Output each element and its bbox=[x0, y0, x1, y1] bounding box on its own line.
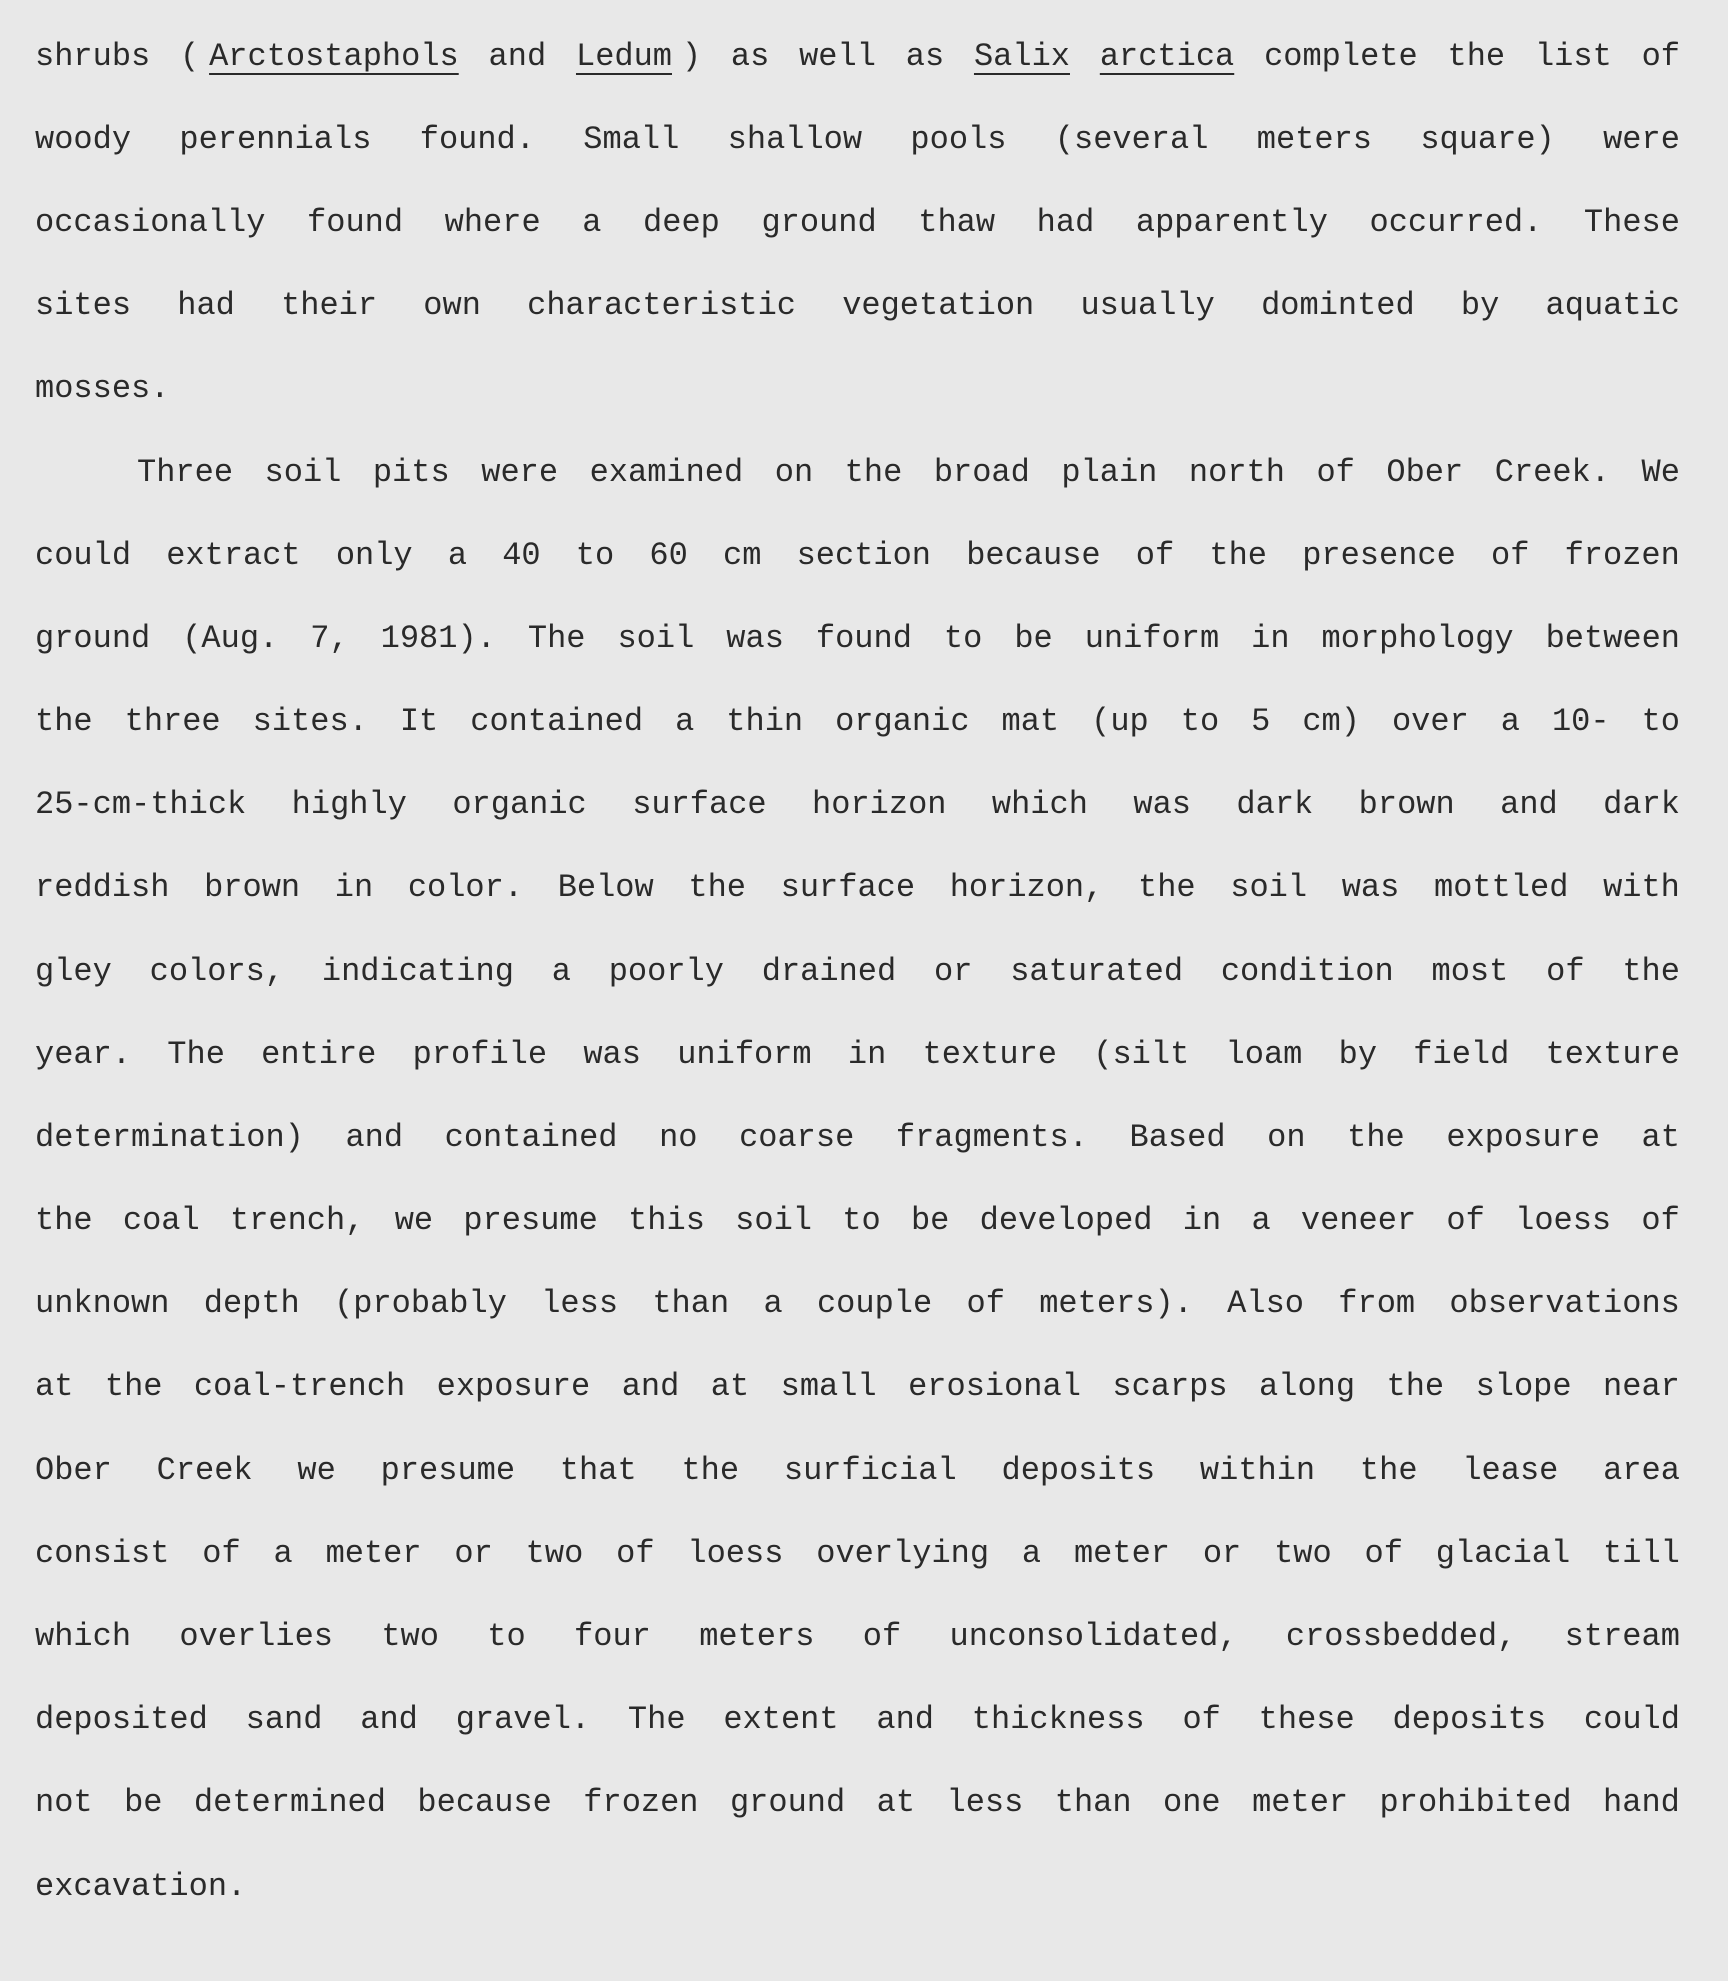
text-word: aquatic bbox=[1545, 287, 1680, 324]
text-word: 40 bbox=[502, 537, 541, 574]
text-word: their bbox=[281, 287, 378, 324]
text-word: meters bbox=[1256, 121, 1372, 158]
text-word: of bbox=[1446, 1202, 1485, 1239]
text-word: stream bbox=[1564, 1618, 1680, 1655]
text-word: coarse bbox=[739, 1119, 855, 1156]
text-word: found bbox=[307, 204, 404, 241]
text-word: not bbox=[35, 1784, 93, 1821]
text-word: indicating bbox=[321, 953, 514, 990]
text-word: the bbox=[1137, 869, 1196, 906]
text-word: because bbox=[966, 537, 1101, 574]
text-word: as bbox=[905, 38, 945, 75]
text-line bbox=[35, 858, 1680, 918]
text-line bbox=[35, 1857, 1680, 1917]
text-line bbox=[35, 1357, 1680, 1417]
text-word: trench, bbox=[229, 1202, 365, 1239]
text-word: of bbox=[1364, 1535, 1403, 1572]
text-word: These bbox=[1583, 204, 1680, 241]
text-word: fragments. bbox=[895, 1119, 1088, 1156]
text-word: deposited bbox=[35, 1701, 208, 1738]
text-word: a bbox=[551, 953, 571, 990]
text-word: in bbox=[1182, 1202, 1222, 1239]
text-word: of bbox=[1546, 953, 1585, 990]
text-word: extent bbox=[723, 1701, 839, 1738]
text-word: three bbox=[124, 703, 221, 740]
text-word: Ober bbox=[1386, 454, 1464, 491]
text-word: on bbox=[774, 454, 814, 491]
text-word: developed bbox=[979, 1202, 1153, 1239]
text-word: with bbox=[1603, 869, 1680, 906]
text-word: ground bbox=[729, 1784, 846, 1821]
text-word: glacial bbox=[1435, 1535, 1571, 1572]
text-word: of bbox=[202, 1535, 241, 1572]
text-word: area bbox=[1603, 1452, 1680, 1489]
text-word: was bbox=[583, 1036, 641, 1073]
text-word: (Aug. bbox=[182, 620, 279, 657]
text-word: where bbox=[444, 204, 541, 241]
text-line bbox=[35, 1108, 1680, 1168]
text-line bbox=[35, 1274, 1680, 1334]
text-word: of bbox=[966, 1285, 1005, 1322]
text-word: meter bbox=[1073, 1535, 1170, 1572]
text-word: excavation. bbox=[35, 1868, 247, 1905]
text-word: colors, bbox=[149, 953, 285, 990]
text-word: had bbox=[177, 287, 235, 324]
text-line bbox=[35, 1191, 1680, 1251]
text-word: could bbox=[1583, 1701, 1680, 1738]
text-word: 5 bbox=[1251, 703, 1271, 740]
text-word: woody bbox=[35, 121, 132, 158]
text-word: texture bbox=[922, 1036, 1057, 1073]
text-word: we bbox=[394, 1202, 434, 1239]
text-word: to bbox=[842, 1202, 881, 1239]
text-word: at bbox=[1641, 1119, 1680, 1156]
text-word: overlies bbox=[179, 1618, 333, 1655]
text-word: presume bbox=[463, 1202, 598, 1239]
text-word: brown bbox=[1358, 786, 1455, 823]
text-word: on bbox=[1267, 1119, 1306, 1156]
text-word: hand bbox=[1603, 1784, 1680, 1821]
text-word: between bbox=[1545, 620, 1680, 657]
text-word: horizon, bbox=[949, 869, 1104, 906]
text-word: the bbox=[1622, 953, 1680, 990]
text-word: ground bbox=[35, 620, 151, 657]
text-word: characteristic bbox=[527, 287, 796, 324]
text-word: and bbox=[488, 38, 547, 75]
text-word: gley bbox=[35, 953, 112, 990]
text-word: contained bbox=[470, 703, 644, 740]
text-word: surface bbox=[780, 869, 916, 906]
text-word: in bbox=[1251, 620, 1290, 657]
text-word: exposure bbox=[1446, 1119, 1600, 1156]
text-word: sand bbox=[245, 1701, 323, 1738]
text-word: The bbox=[627, 1701, 686, 1738]
text-word: occasionally bbox=[35, 204, 266, 241]
text-line bbox=[35, 276, 1680, 336]
text-word: Based bbox=[1129, 1119, 1226, 1156]
text-word: sites. bbox=[252, 703, 368, 740]
text-word: erosional bbox=[908, 1368, 1081, 1405]
text-word: to bbox=[1180, 703, 1220, 740]
text-word: at bbox=[35, 1368, 74, 1405]
text-word: at bbox=[876, 1784, 916, 1821]
text-word: was bbox=[1341, 869, 1400, 906]
text-word: 25-cm-thick bbox=[35, 786, 247, 823]
text-word: a bbox=[582, 204, 602, 241]
text-word: two bbox=[525, 1535, 584, 1572]
text-word: sites bbox=[35, 287, 132, 324]
text-word: the bbox=[1386, 1368, 1445, 1405]
text-word: Below bbox=[557, 869, 654, 906]
text-word: complete bbox=[1264, 38, 1418, 75]
text-word: field bbox=[1413, 1036, 1510, 1073]
text-word: was bbox=[726, 620, 784, 657]
text-word: lease bbox=[1462, 1452, 1559, 1489]
text-word: uniform bbox=[677, 1036, 812, 1073]
text-word: ground bbox=[761, 204, 877, 241]
text-word: 60 bbox=[649, 537, 688, 574]
text-word: The bbox=[527, 620, 586, 657]
text-word: loam bbox=[1225, 1036, 1303, 1073]
text-line bbox=[35, 942, 1680, 1002]
text-word: shallow bbox=[727, 121, 863, 158]
text-line bbox=[35, 692, 1680, 752]
text-word: slope bbox=[1475, 1368, 1572, 1405]
text-word: usually bbox=[1080, 287, 1215, 324]
text-word: veneer bbox=[1300, 1202, 1417, 1239]
text-word: because bbox=[417, 1784, 552, 1821]
text-word: We bbox=[1641, 454, 1680, 491]
text-word: of bbox=[1135, 537, 1175, 574]
text-word: a bbox=[1021, 1535, 1042, 1572]
text-word: meters). bbox=[1039, 1285, 1193, 1322]
text-word: or bbox=[1202, 1535, 1242, 1572]
text-word: plain bbox=[1061, 454, 1158, 491]
text-word: presume bbox=[380, 1452, 516, 1489]
text-word: drained bbox=[761, 953, 897, 990]
text-word: unconsolidated, bbox=[949, 1618, 1238, 1655]
text-word: a bbox=[273, 1535, 293, 1572]
text-word: thin bbox=[726, 703, 804, 740]
text-word: the bbox=[35, 1202, 93, 1239]
text-line bbox=[35, 110, 1680, 170]
text-word: meters bbox=[699, 1618, 815, 1655]
text-word: deposits bbox=[1001, 1452, 1156, 1489]
text-word: soil bbox=[1230, 869, 1308, 906]
text-word: meter bbox=[325, 1535, 422, 1572]
text-word: entire bbox=[261, 1036, 377, 1073]
text-word: 1981). bbox=[380, 620, 496, 657]
text-word: section bbox=[796, 537, 931, 574]
text-word: near bbox=[1603, 1368, 1680, 1405]
text-word: thickness bbox=[971, 1701, 1145, 1738]
text-word: occurred. bbox=[1369, 204, 1543, 241]
text-word: no bbox=[659, 1119, 698, 1156]
text-word: by bbox=[1338, 1036, 1378, 1073]
text-word: till bbox=[1603, 1535, 1680, 1572]
text-word: from bbox=[1338, 1285, 1416, 1322]
text-word: determined bbox=[193, 1784, 386, 1821]
text-word: horizon bbox=[812, 786, 947, 823]
text-word: unknown bbox=[35, 1285, 170, 1322]
text-word: to bbox=[1641, 703, 1680, 740]
text-word: the bbox=[1347, 1119, 1405, 1156]
text-word: over bbox=[1391, 703, 1469, 740]
text-word: Ober bbox=[35, 1452, 112, 1489]
text-word: we bbox=[297, 1452, 336, 1489]
text-word: along bbox=[1259, 1368, 1356, 1405]
text-line bbox=[35, 193, 1680, 253]
text-word: the bbox=[104, 1368, 163, 1405]
text-word: be bbox=[1014, 620, 1053, 657]
text-word: 10- bbox=[1551, 703, 1610, 740]
text-word: to bbox=[943, 620, 983, 657]
text-word: found bbox=[815, 620, 912, 657]
text-word: of bbox=[862, 1618, 902, 1655]
text-word: Small bbox=[583, 121, 680, 158]
text-word: observations bbox=[1449, 1285, 1680, 1322]
text-line bbox=[35, 1607, 1680, 1667]
text-word: profile bbox=[412, 1036, 548, 1073]
text-word: Creek. bbox=[1494, 454, 1610, 491]
text-word: exposure bbox=[436, 1368, 591, 1405]
text-word: Creek bbox=[156, 1452, 253, 1489]
text-word: these bbox=[1258, 1701, 1355, 1738]
text-word: overlying bbox=[816, 1535, 990, 1572]
text-word: determination) bbox=[35, 1119, 304, 1156]
text-word: could bbox=[35, 537, 132, 574]
text-word: mosses. bbox=[35, 370, 170, 407]
text-word: within bbox=[1199, 1452, 1316, 1489]
text-word: Also bbox=[1227, 1285, 1304, 1322]
text-word: surficial bbox=[783, 1452, 957, 1489]
text-word: surface bbox=[632, 786, 767, 823]
text-word: of bbox=[616, 1535, 655, 1572]
underlined-species-name: Ledum bbox=[575, 38, 672, 75]
text-word: depth bbox=[203, 1285, 300, 1322]
underlined-species-name: Salix bbox=[973, 38, 1070, 75]
text-word: and bbox=[876, 1701, 934, 1738]
text-word: thaw bbox=[918, 204, 996, 241]
text-line bbox=[35, 359, 1680, 419]
text-word: shrubs bbox=[35, 38, 151, 75]
text-word: own bbox=[423, 287, 481, 324]
text-word: dominted bbox=[1261, 287, 1415, 324]
text-word: prohibited bbox=[1379, 1784, 1572, 1821]
text-word: a bbox=[447, 537, 468, 574]
text-word: found. bbox=[419, 121, 535, 158]
text-word: to bbox=[487, 1618, 526, 1655]
text-line bbox=[35, 1524, 1680, 1584]
text-word: dark bbox=[1603, 786, 1680, 823]
text-word: loess bbox=[687, 1535, 784, 1572]
text-word: dark bbox=[1236, 786, 1314, 823]
text-word: which bbox=[35, 1618, 132, 1655]
text-word: ( bbox=[180, 38, 200, 75]
text-word: Three bbox=[137, 454, 234, 491]
text-line bbox=[35, 1025, 1680, 1085]
text-word: a bbox=[763, 1285, 783, 1322]
text-word: four bbox=[574, 1618, 651, 1655]
text-word: be bbox=[910, 1202, 950, 1239]
text-word: of bbox=[1316, 454, 1355, 491]
text-word: by bbox=[1460, 287, 1500, 324]
text-word: the bbox=[35, 703, 93, 740]
text-word: and bbox=[1500, 786, 1558, 823]
text-word: this bbox=[628, 1202, 705, 1239]
text-word: organic bbox=[452, 786, 587, 823]
text-word: cm) bbox=[1302, 703, 1360, 740]
text-word: examined bbox=[589, 454, 744, 491]
text-word: the bbox=[681, 1452, 740, 1489]
text-line bbox=[35, 775, 1680, 835]
text-word: uniform bbox=[1084, 620, 1220, 657]
text-word: poorly bbox=[608, 953, 724, 990]
text-line bbox=[35, 1690, 1680, 1750]
text-word: brown bbox=[204, 869, 301, 906]
text-word: of bbox=[1491, 537, 1530, 574]
text-word: as bbox=[730, 38, 770, 75]
text-word: deposits bbox=[1392, 1701, 1547, 1738]
text-word: (probably bbox=[334, 1285, 507, 1322]
text-word: mottled bbox=[1433, 869, 1569, 906]
text-word: than bbox=[1054, 1784, 1132, 1821]
text-word: a bbox=[675, 703, 695, 740]
text-word: to bbox=[575, 537, 615, 574]
text-word: be bbox=[124, 1784, 163, 1821]
text-word: soil bbox=[617, 620, 695, 657]
text-word: the bbox=[1209, 537, 1267, 574]
text-word: color. bbox=[407, 869, 524, 906]
text-word: vegetation bbox=[842, 287, 1035, 324]
text-word: The bbox=[167, 1036, 225, 1073]
text-word: reddish bbox=[35, 869, 170, 906]
text-word: year. bbox=[35, 1036, 132, 1073]
text-word: and bbox=[621, 1368, 680, 1405]
text-word: of bbox=[1641, 1202, 1680, 1239]
text-word: texture bbox=[1545, 1036, 1680, 1073]
underlined-species-name: Arctostaphols bbox=[209, 38, 459, 75]
text-word: crossbedded, bbox=[1285, 1618, 1517, 1655]
text-word: frozen bbox=[583, 1784, 699, 1821]
text-word: organic bbox=[835, 703, 970, 740]
text-word: a bbox=[1500, 703, 1520, 740]
text-word: well bbox=[799, 38, 876, 75]
text-word: contained bbox=[444, 1119, 618, 1156]
text-word: It bbox=[399, 703, 439, 740]
text-word: saturated bbox=[1010, 953, 1184, 990]
text-word: at bbox=[710, 1368, 750, 1405]
text-word: apparently bbox=[1135, 204, 1328, 241]
text-word: condition bbox=[1220, 953, 1394, 990]
text-word: was bbox=[1133, 786, 1191, 823]
text-line bbox=[35, 526, 1680, 586]
text-word: deep bbox=[643, 204, 720, 241]
text-word: two bbox=[1274, 1535, 1332, 1572]
text-word: pits bbox=[372, 454, 450, 491]
text-word: cm bbox=[722, 537, 762, 574]
text-word: the bbox=[688, 869, 746, 906]
text-word: than bbox=[652, 1285, 730, 1322]
text-word: (silt bbox=[1093, 1036, 1190, 1073]
text-word: frozen bbox=[1564, 537, 1680, 574]
text-word: consist bbox=[35, 1535, 170, 1572]
text-word: only bbox=[335, 537, 413, 574]
text-word: coal-trench bbox=[193, 1368, 406, 1405]
text-word: and bbox=[345, 1119, 404, 1156]
text-word: meter bbox=[1252, 1784, 1349, 1821]
text-word: extract bbox=[166, 537, 301, 574]
text-word: the bbox=[1359, 1452, 1418, 1489]
text-word: had bbox=[1036, 204, 1095, 241]
text-word: square) bbox=[1420, 121, 1555, 158]
text-word: highly bbox=[291, 786, 407, 823]
text-word: scarps bbox=[1112, 1368, 1228, 1405]
text-word: pools bbox=[910, 121, 1007, 158]
text-word: the bbox=[844, 454, 903, 491]
text-word: of bbox=[1182, 1701, 1221, 1738]
text-line bbox=[137, 443, 1680, 503]
text-line bbox=[35, 1773, 1680, 1833]
text-word: list bbox=[1534, 38, 1612, 75]
text-word: loess bbox=[1515, 1202, 1612, 1239]
text-word: soil bbox=[735, 1202, 812, 1239]
text-word: one bbox=[1163, 1784, 1221, 1821]
text-word: two bbox=[381, 1618, 439, 1655]
text-line bbox=[35, 27, 1680, 87]
text-word: presence bbox=[1302, 537, 1456, 574]
text-word: ) bbox=[681, 38, 702, 75]
text-word: perennials bbox=[179, 121, 372, 158]
text-word: of bbox=[1641, 38, 1680, 75]
text-word: 7, bbox=[310, 620, 349, 657]
text-word: morphology bbox=[1321, 620, 1514, 657]
text-word: or bbox=[933, 953, 973, 990]
text-word: soil bbox=[264, 454, 342, 491]
text-word: couple bbox=[816, 1285, 933, 1322]
text-word: north bbox=[1188, 454, 1285, 491]
text-word: mat bbox=[1001, 703, 1060, 740]
text-word: gravel. bbox=[455, 1701, 591, 1738]
text-word: less bbox=[946, 1784, 1024, 1821]
text-word: less bbox=[541, 1285, 619, 1322]
text-word: most bbox=[1431, 953, 1509, 990]
text-word: (up bbox=[1091, 703, 1149, 740]
underlined-species-name: arctica bbox=[1099, 38, 1235, 75]
text-word: that bbox=[559, 1452, 637, 1489]
text-word: small bbox=[780, 1368, 877, 1405]
text-word: (several bbox=[1054, 121, 1209, 158]
text-word: broad bbox=[933, 454, 1030, 491]
text-word: were bbox=[1603, 121, 1680, 158]
text-word: coal bbox=[122, 1202, 200, 1239]
text-line bbox=[35, 1441, 1680, 1501]
text-word: or bbox=[454, 1535, 493, 1572]
text-word: in bbox=[847, 1036, 887, 1073]
text-line bbox=[35, 609, 1680, 669]
text-word: which bbox=[991, 786, 1088, 823]
text-word: and bbox=[360, 1701, 418, 1738]
text-word: were bbox=[481, 454, 559, 491]
text-word: the bbox=[1447, 38, 1506, 75]
text-word: a bbox=[1251, 1202, 1271, 1239]
text-word: in bbox=[334, 869, 374, 906]
